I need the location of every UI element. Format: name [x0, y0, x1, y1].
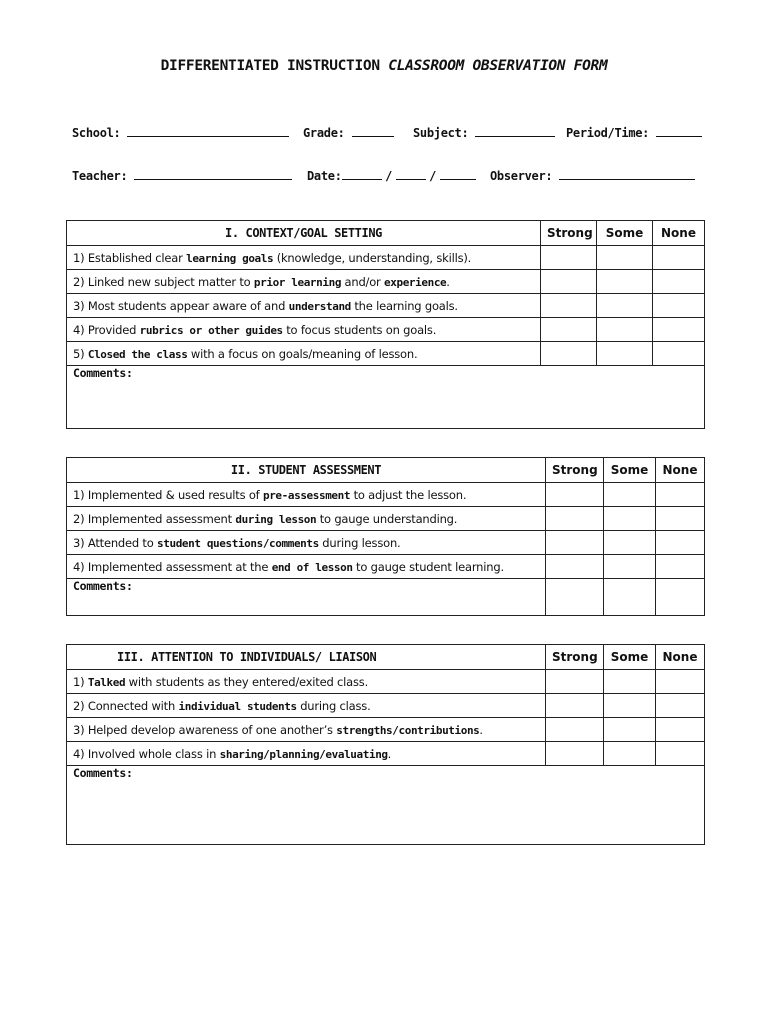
- item-text-bold: Closed the class: [87, 347, 188, 361]
- comments-field[interactable]: [67, 579, 546, 616]
- item-text-bold: pre-assessment: [262, 488, 351, 502]
- strong-cell[interactable]: [541, 270, 597, 294]
- teacher-label: Teacher:: [72, 169, 128, 183]
- student-assessment-table: [66, 457, 705, 616]
- item-text-post: during lesson.: [318, 535, 401, 550]
- item-text: [67, 718, 546, 742]
- item-text-bold: Talked: [87, 675, 126, 689]
- comments-row: [67, 579, 705, 616]
- strong-cell: [546, 579, 604, 616]
- some-cell[interactable]: [597, 270, 653, 294]
- item-text-bold: student questions/comments: [157, 536, 319, 550]
- item-text-mid: and/or: [341, 274, 385, 289]
- comments-label: Comments:: [73, 579, 133, 593]
- teacher-field[interactable]: [72, 167, 292, 183]
- date-separator: /: [385, 169, 393, 183]
- item-text: [67, 742, 546, 766]
- item-text-bold: sharing/planning/evaluating: [219, 747, 388, 761]
- strong-cell[interactable]: [541, 246, 597, 270]
- table-row: [67, 718, 705, 742]
- comments-label: Comments:: [73, 766, 133, 780]
- period-blank[interactable]: [656, 124, 702, 137]
- item-text-pre: 4) Implemented assessment at the: [73, 559, 272, 574]
- item-text-post: during class.: [296, 698, 371, 713]
- comments-row: [67, 766, 705, 845]
- item-text-pre: 3) Most students appear aware of and: [73, 298, 289, 313]
- table-header-row: [67, 458, 705, 483]
- item-text-post: to gauge student learning.: [352, 559, 504, 574]
- strong-cell[interactable]: [546, 483, 604, 507]
- observer-field[interactable]: [490, 167, 695, 183]
- none-cell[interactable]: [656, 670, 705, 694]
- none-cell[interactable]: [656, 483, 705, 507]
- none-cell[interactable]: [656, 694, 705, 718]
- none-cell[interactable]: [656, 555, 705, 579]
- item-text-pre: 1): [73, 674, 88, 689]
- section-heading: I. CONTEXT/GOAL SETTING: [67, 221, 541, 246]
- subject-blank[interactable]: [475, 124, 555, 137]
- item-text-bold: understand: [288, 299, 351, 313]
- item-text-pre: 1) Established clear: [73, 250, 187, 265]
- none-header: None: [653, 221, 705, 246]
- attention-to-individuals-table: [66, 644, 705, 845]
- item-text-pre: 3) Attended to: [73, 535, 158, 550]
- none-cell[interactable]: [656, 507, 705, 531]
- subject-label: Subject:: [413, 126, 469, 140]
- table-header-row: [67, 645, 705, 670]
- grade-blank[interactable]: [352, 124, 394, 137]
- school-blank[interactable]: [127, 124, 289, 137]
- item-text-bold: rubrics or other guides: [139, 323, 283, 337]
- item-text-post: .: [387, 746, 392, 761]
- strong-cell[interactable]: [541, 294, 597, 318]
- table-row: [67, 483, 705, 507]
- strong-cell[interactable]: [546, 694, 604, 718]
- table-row: [67, 318, 705, 342]
- period-label: Period/Time:: [566, 126, 650, 140]
- item-text-post: to focus students on goals.: [282, 322, 437, 337]
- date-day-blank[interactable]: [396, 167, 426, 180]
- item-text: [67, 694, 546, 718]
- comments-row: [67, 366, 705, 429]
- table-row: [67, 270, 705, 294]
- some-cell[interactable]: [604, 507, 656, 531]
- strong-cell[interactable]: [546, 507, 604, 531]
- item-text: [67, 531, 546, 555]
- date-label: Date:: [307, 169, 342, 183]
- table-row: [67, 694, 705, 718]
- table-header-row: [67, 221, 705, 246]
- none-cell[interactable]: [653, 318, 705, 342]
- none-cell[interactable]: [653, 246, 705, 270]
- school-field[interactable]: [72, 124, 289, 140]
- none-cell[interactable]: [653, 270, 705, 294]
- item-text-pre: 2) Connected with: [73, 698, 179, 713]
- item-text-bold: learning goals: [186, 251, 274, 265]
- some-cell[interactable]: [597, 294, 653, 318]
- section-heading: III. ATTENTION TO INDIVIDUALS/ LIAISON: [67, 645, 546, 670]
- observer-label: Observer:: [490, 169, 553, 183]
- date-month-blank[interactable]: [342, 167, 382, 180]
- item-text: [67, 270, 541, 294]
- item-text-bold: individual students: [178, 699, 297, 713]
- some-cell[interactable]: [604, 694, 656, 718]
- item-text-post: to gauge understanding.: [316, 511, 458, 526]
- some-cell[interactable]: [604, 670, 656, 694]
- comments-field[interactable]: [67, 366, 705, 429]
- table-row: [67, 531, 705, 555]
- item-text-post: .: [446, 274, 450, 289]
- grade-field[interactable]: [303, 124, 394, 140]
- item-text: [67, 507, 546, 531]
- strong-cell[interactable]: [541, 342, 597, 366]
- some-cell[interactable]: [597, 342, 653, 366]
- strong-cell[interactable]: [546, 531, 604, 555]
- item-text: [67, 318, 541, 342]
- item-text-post: to adjust the lesson.: [350, 487, 467, 502]
- none-cell: [656, 579, 705, 616]
- item-text-post: with students as they entered/exited class.: [125, 674, 369, 689]
- item-text: [67, 555, 546, 579]
- comments-field[interactable]: [67, 766, 705, 845]
- item-text-pre: 1) Implemented & used results of: [73, 487, 263, 502]
- date-field[interactable]: [307, 167, 476, 183]
- strong-cell[interactable]: [546, 670, 604, 694]
- some-cell[interactable]: [604, 483, 656, 507]
- some-cell[interactable]: [604, 742, 656, 766]
- table-row: [67, 555, 705, 579]
- item-text: [67, 670, 546, 694]
- some-cell[interactable]: [604, 531, 656, 555]
- item-text-post: with a focus on goals/meaning of lesson.: [187, 346, 418, 361]
- table-row: [67, 670, 705, 694]
- item-text-bold: strengths/contributions: [336, 723, 480, 737]
- strong-cell[interactable]: [546, 555, 604, 579]
- comments-label: Comments:: [73, 366, 133, 380]
- table-row: [67, 342, 705, 366]
- period-field[interactable]: [566, 124, 702, 140]
- school-label: School:: [72, 126, 121, 140]
- grade-label: Grade:: [303, 126, 345, 140]
- item-text-bold: prior learning: [253, 275, 342, 289]
- item-text-bold: experience: [384, 275, 447, 289]
- some-cell[interactable]: [604, 555, 656, 579]
- section-heading: II. STUDENT ASSESSMENT: [67, 458, 546, 483]
- item-text: [67, 342, 541, 366]
- strong-cell[interactable]: [541, 318, 597, 342]
- item-text-pre: 4) Involved whole class in: [73, 746, 220, 761]
- some-cell[interactable]: [597, 246, 653, 270]
- item-text-pre: 2) Linked new subject matter to: [73, 274, 254, 289]
- strong-cell[interactable]: [546, 718, 604, 742]
- form-title: [0, 58, 768, 74]
- date-separator: /: [429, 169, 437, 183]
- strong-header: Strong: [541, 221, 597, 246]
- none-cell[interactable]: [656, 742, 705, 766]
- item-text: [67, 294, 541, 318]
- none-header: None: [656, 458, 705, 483]
- observer-blank[interactable]: [559, 167, 695, 180]
- strong-cell[interactable]: [546, 742, 604, 766]
- item-text-post: .: [479, 722, 483, 737]
- subject-field[interactable]: [413, 124, 555, 140]
- some-header: Some: [597, 221, 653, 246]
- item-text: [67, 483, 546, 507]
- none-header: None: [656, 645, 705, 670]
- some-cell[interactable]: [597, 318, 653, 342]
- some-cell[interactable]: [604, 718, 656, 742]
- item-text-pre: 5): [73, 346, 88, 361]
- item-text-pre: 2) Implemented assessment: [73, 511, 236, 526]
- table-row: [67, 742, 705, 766]
- item-text-bold: during lesson: [235, 512, 317, 526]
- teacher-blank[interactable]: [134, 167, 292, 180]
- date-year-blank[interactable]: [440, 167, 476, 180]
- some-cell: [604, 579, 656, 616]
- table-row: [67, 507, 705, 531]
- none-cell[interactable]: [656, 531, 705, 555]
- title-main: DIFFERENTIATED INSTRUCTION: [160, 58, 389, 74]
- item-text-pre: 4) Provided: [73, 322, 140, 337]
- some-header: Some: [604, 458, 656, 483]
- item-text-post: the learning goals.: [350, 298, 458, 313]
- item-text: [67, 246, 541, 270]
- title-emphasis: CLASSROOM OBSERVATION FORM: [388, 58, 608, 74]
- item-text-pre: 3) Helped develop awareness of one another’s: [73, 722, 337, 737]
- none-cell[interactable]: [653, 294, 705, 318]
- strong-header: Strong: [546, 645, 604, 670]
- context-goal-setting-table: [66, 220, 705, 429]
- strong-header: Strong: [546, 458, 604, 483]
- table-row: [67, 294, 705, 318]
- item-text-bold: end of lesson: [271, 560, 353, 574]
- table-row: [67, 246, 705, 270]
- item-text-post: (knowledge, understanding, skills).: [273, 250, 472, 265]
- none-cell[interactable]: [653, 342, 705, 366]
- some-header: Some: [604, 645, 656, 670]
- none-cell[interactable]: [656, 718, 705, 742]
